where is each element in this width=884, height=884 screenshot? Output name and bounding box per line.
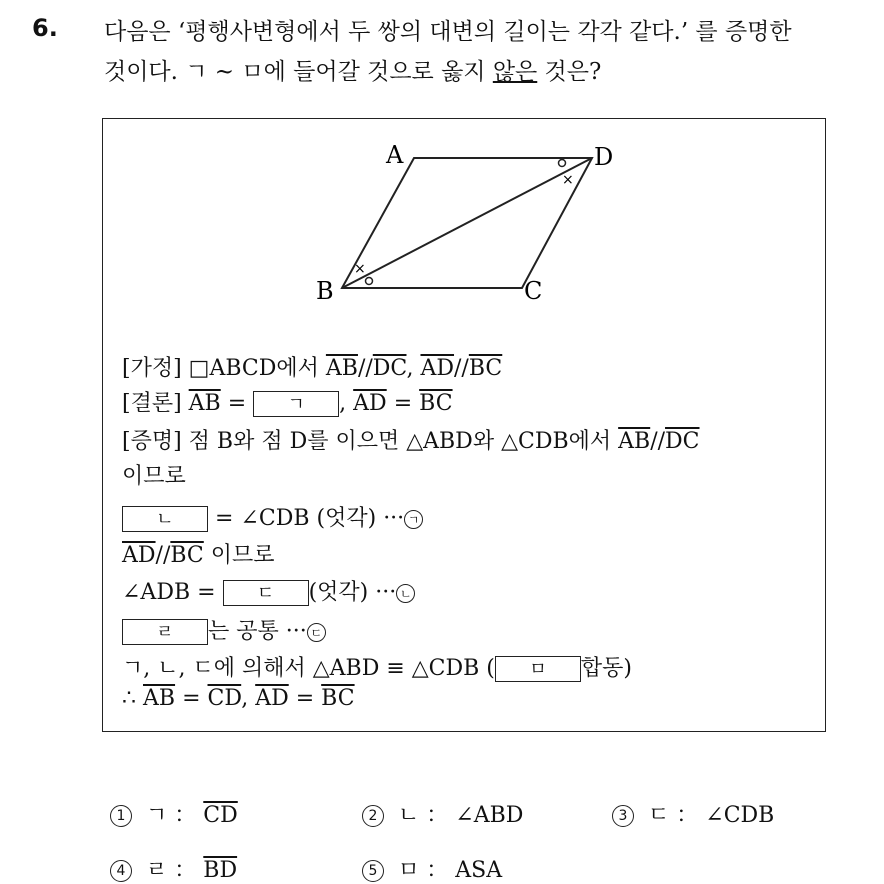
seg-ab: $\overline{AB}$ xyxy=(143,686,176,711)
proof-label: [증명] xyxy=(122,429,182,454)
proof-parallel-ad-bc xyxy=(122,538,275,569)
proof-step-2 xyxy=(122,575,415,606)
seg-dc: $\overline{DC}$ xyxy=(372,356,407,381)
comma: , xyxy=(339,391,347,416)
option-letter: ㄹ xyxy=(146,858,168,883)
option-1[interactable] xyxy=(110,798,238,829)
equals-sign: = xyxy=(182,686,201,711)
ellipsis: ··· xyxy=(375,580,397,605)
angle-mark-cross-d: × xyxy=(562,172,574,188)
proof-connect-text: 점 B와 점 D를 이으면 △ABD와 △CDB에서 xyxy=(188,429,612,454)
option-value: ∠CDB xyxy=(705,803,775,828)
congruence-text: 합동) xyxy=(580,656,632,681)
congruence-reason-text: ㄱ, ㄴ, ㄷ에 의해서 △ABD ≡ △CDB ( xyxy=(122,656,495,681)
comma: , xyxy=(406,356,414,381)
common-text: 는 공통 xyxy=(208,619,279,644)
parallel-sign: // xyxy=(650,429,666,454)
proof-therefore-1 xyxy=(122,459,186,490)
option-number: 2 xyxy=(362,805,384,827)
angle-mark-cross-b: × xyxy=(354,261,366,277)
option-value: ASA xyxy=(455,858,503,883)
question-line-2 xyxy=(104,52,864,92)
option-separator: ： xyxy=(676,803,699,828)
parallel-sign: // xyxy=(454,356,469,381)
hyp-label: [가정] xyxy=(122,356,182,381)
equals-sign: = xyxy=(197,580,216,605)
option-number: 4 xyxy=(110,860,132,882)
proof-step-4 xyxy=(122,651,632,682)
option-number: 5 xyxy=(362,860,384,882)
proof-step-3 xyxy=(122,614,326,645)
option-separator: ： xyxy=(174,803,197,828)
option-value: $\overline{BD}$ xyxy=(203,858,238,883)
seg-cd: $\overline{CD}$ xyxy=(207,686,242,711)
proof-conclusion xyxy=(122,386,453,417)
option-number: 3 xyxy=(612,805,634,827)
concl-label: [결론] xyxy=(122,391,182,416)
ellipsis: ··· xyxy=(285,619,307,644)
ellipsis: ··· xyxy=(383,506,405,531)
seg-ab: $\overline{AB}$ xyxy=(325,356,358,381)
alternate-angle-note: (엇각) xyxy=(316,506,377,531)
option-letter: ㄱ xyxy=(146,803,168,828)
vertex-c-label: C xyxy=(524,277,543,305)
vertex-a-label: A xyxy=(386,141,404,169)
angle-adb: ∠ADB xyxy=(122,580,191,605)
equals-sign: = xyxy=(295,686,315,711)
equals-sign: = xyxy=(215,506,234,531)
seg-bc: $\overline{BC}$ xyxy=(468,356,503,381)
vertex-b-label: B xyxy=(316,277,334,305)
angle-mark-circle-b xyxy=(366,278,373,285)
question-text xyxy=(104,12,864,92)
imeuro-text: 이므로 xyxy=(122,464,186,489)
angle-mark-circle-d xyxy=(559,160,566,167)
parallelogram-figure xyxy=(300,133,640,313)
option-number: 1 xyxy=(110,805,132,827)
option-5[interactable] xyxy=(362,853,502,884)
option-separator: ： xyxy=(174,858,197,883)
equals-sign: = xyxy=(227,391,247,416)
seg-ad: $\overline{AD}$ xyxy=(255,686,289,711)
option-letter: ㅁ xyxy=(398,858,420,883)
seg-bc: $\overline{BC}$ xyxy=(419,391,453,416)
option-value: ∠ABD xyxy=(455,803,524,828)
hyp-quad: □ABCD에서 xyxy=(188,356,319,381)
blank-nieun: ㄴ xyxy=(122,506,208,532)
question-number: 6. xyxy=(32,14,58,42)
parallel-sign: // xyxy=(357,356,373,381)
proof-final xyxy=(122,686,355,711)
seg-ab: $\overline{AB}$ xyxy=(188,391,221,416)
seg-ad: $\overline{AD}$ xyxy=(420,356,455,381)
option-value: $\overline{CD}$ xyxy=(203,803,238,828)
option-separator: ： xyxy=(426,858,449,883)
question-line-2-pre: 것이다. ㄱ ~ ㅁ에 들어갈 것으로 옳지 xyxy=(104,59,493,85)
seg-ab: $\overline{AB}$ xyxy=(618,429,651,454)
question-line-2-post: 것은? xyxy=(537,59,602,85)
blank-digeut: ㄷ xyxy=(223,580,309,606)
circled-giyeok: ㄱ xyxy=(404,510,423,529)
underlined-not: 않은 xyxy=(492,59,538,85)
question-line-1: 다음은 ‘평행사변형에서 두 쌍의 대변의 길이는 각각 같다.’ 를 증명한 xyxy=(104,19,792,45)
blank-giyeok: ㄱ xyxy=(253,391,339,417)
comma: , xyxy=(241,686,249,711)
proof-step-1 xyxy=(122,501,423,532)
option-letter: ㄷ xyxy=(648,803,670,828)
seg-ad: $\overline{AD}$ xyxy=(353,391,387,416)
equals-sign: = xyxy=(393,391,413,416)
angle-cdb: ∠CDB xyxy=(240,506,310,531)
blank-mieum: ㅁ xyxy=(495,656,581,682)
option-3[interactable] xyxy=(612,798,774,829)
proof-hypothesis xyxy=(122,351,502,382)
imeuro-text: 이므로 xyxy=(210,543,275,568)
option-4[interactable] xyxy=(110,853,237,884)
option-letter: ㄴ xyxy=(398,803,420,828)
parallel-sign: // xyxy=(155,543,171,568)
circled-nieun: ㄴ xyxy=(396,584,415,603)
proof-start xyxy=(122,424,700,455)
seg-ad: $\overline{AD}$ xyxy=(122,543,156,568)
option-separator: ： xyxy=(426,803,449,828)
alternate-angle-note: (엇각) xyxy=(308,580,369,605)
seg-bc: $\overline{BC}$ xyxy=(170,543,204,568)
therefore-sign: ∴ xyxy=(122,686,136,711)
seg-dc: $\overline{DC}$ xyxy=(665,429,700,454)
seg-bc: $\overline{BC}$ xyxy=(321,686,355,711)
blank-rieul: ㄹ xyxy=(122,619,208,645)
option-2[interactable] xyxy=(362,798,523,829)
vertex-d-label: D xyxy=(594,143,614,171)
circled-digeut: ㄷ xyxy=(307,623,326,642)
diagonal-bd xyxy=(342,158,592,288)
